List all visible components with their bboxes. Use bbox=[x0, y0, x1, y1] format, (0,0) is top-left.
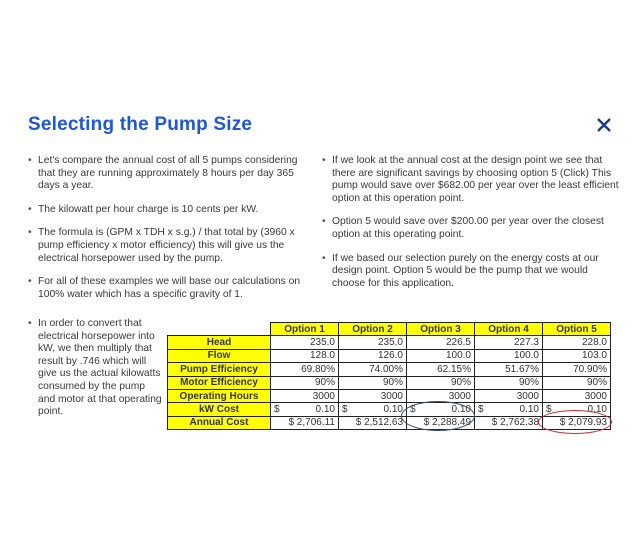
cell: 3000 bbox=[475, 389, 543, 402]
currency-symbol: $ bbox=[342, 404, 348, 416]
cell-value: 0.10 bbox=[315, 404, 335, 416]
cell: 235.0 bbox=[271, 336, 339, 349]
right-bullet-list bbox=[322, 155, 622, 301]
cell bbox=[271, 403, 339, 416]
row-label: Operating Hours bbox=[168, 389, 271, 402]
left-bullet-list bbox=[28, 155, 310, 312]
cell-value: 0.10 bbox=[451, 404, 471, 416]
cell: 100.0 bbox=[475, 349, 543, 362]
cell: 3000 bbox=[543, 389, 611, 402]
bullet: • For all of these examples we will base our calculations on 100% water which has a specific gravity of 1. bbox=[28, 276, 310, 301]
bullet: • In order to convert that electrical horsepower into kW, we then multiply that result by .746 which will give us the actual kilowatts consumed by the pump and motor at that operating point. bbox=[28, 318, 163, 419]
table-row bbox=[168, 376, 611, 389]
xylem-logo-icon bbox=[596, 117, 612, 133]
cell bbox=[339, 403, 407, 416]
currency-symbol: $ bbox=[478, 404, 484, 416]
cell: 100.0 bbox=[407, 349, 475, 362]
cell: 227.3 bbox=[475, 336, 543, 349]
cell: 226.5 bbox=[407, 336, 475, 349]
cell: 70.90% bbox=[543, 363, 611, 376]
cell: 90% bbox=[407, 376, 475, 389]
column-header: Option 4 bbox=[475, 323, 543, 336]
row-label: Head bbox=[168, 336, 271, 349]
cell: 3000 bbox=[271, 389, 339, 402]
cell: 90% bbox=[339, 376, 407, 389]
cell: 235.0 bbox=[339, 336, 407, 349]
row-label: Pump Efficiency bbox=[168, 363, 271, 376]
currency-symbol: $ bbox=[410, 404, 416, 416]
cell: 90% bbox=[543, 376, 611, 389]
cell: 228.0 bbox=[543, 336, 611, 349]
cell bbox=[475, 403, 543, 416]
cell: 90% bbox=[271, 376, 339, 389]
slide-title: Selecting the Pump Size bbox=[28, 114, 253, 135]
currency-symbol: $ bbox=[546, 404, 552, 416]
cell: $ 2,512.63 bbox=[339, 416, 407, 429]
cell: 62.15% bbox=[407, 363, 475, 376]
row-label: Motor Efficiency bbox=[168, 376, 271, 389]
column-header: Option 2 bbox=[339, 323, 407, 336]
row-label: kW Cost bbox=[168, 403, 271, 416]
highlight-ring-option-3 bbox=[401, 401, 475, 431]
column-header: Option 1 bbox=[271, 323, 339, 336]
table-row bbox=[168, 336, 611, 349]
cell-value: 0.10 bbox=[519, 404, 539, 416]
lower-bullet-list bbox=[28, 318, 163, 430]
cell: 90% bbox=[475, 376, 543, 389]
cell: 51.67% bbox=[475, 363, 543, 376]
row-label: Flow bbox=[168, 349, 271, 362]
bullet: • If we based our selection purely on the energy costs at our design point. Option 5 would be the pump that we would choose for this application. bbox=[322, 253, 622, 291]
table-row bbox=[168, 363, 611, 376]
bullet: • Option 5 would save over $200.00 per year over the closest option at this operating point. bbox=[322, 216, 622, 241]
cell: 3000 bbox=[339, 389, 407, 402]
bullet: • The formula is (GPM x TDH x s.g.) / that total by (3960 x pump efficiency x motor efficiency) this will give us the electrical horsepower used by the pump. bbox=[28, 227, 310, 265]
cell: 103.0 bbox=[543, 349, 611, 362]
cell: $ 2,706.11 bbox=[271, 416, 339, 429]
column-header: Option 5 bbox=[543, 323, 611, 336]
row-label: Annual Cost bbox=[168, 416, 271, 429]
bullet: • If we look at the annual cost at the design point we see that there are significant savings by choosing option 5 (Click) This pump would save over $682.00 per year over the least efficient option at this operation point. bbox=[322, 155, 622, 205]
cell: 74.00% bbox=[339, 363, 407, 376]
column-header: Option 3 bbox=[407, 323, 475, 336]
cell: 69.80% bbox=[271, 363, 339, 376]
cell: $ 2,288.49 bbox=[407, 416, 475, 429]
currency-symbol: $ bbox=[274, 404, 280, 416]
table-row bbox=[168, 389, 611, 402]
cell: 126.0 bbox=[339, 349, 407, 362]
cell-value: 0.10 bbox=[383, 404, 403, 416]
cell: 3000 bbox=[407, 389, 475, 402]
bullet: • The kilowatt per hour charge is 10 cents per kW. bbox=[28, 204, 310, 217]
cell: $ 2,762.38 bbox=[475, 416, 543, 429]
highlight-ring-option-5 bbox=[538, 410, 612, 434]
table-corner bbox=[168, 323, 271, 336]
cell: 128.0 bbox=[271, 349, 339, 362]
cell-value: 0.10 bbox=[587, 404, 607, 416]
bullet: • Let's compare the annual cost of all 5 pumps considering that they are running approximately 8 hours per day 365 days a year. bbox=[28, 155, 310, 193]
cell: $ 2,079.93 bbox=[543, 416, 611, 429]
table-row bbox=[168, 349, 611, 362]
